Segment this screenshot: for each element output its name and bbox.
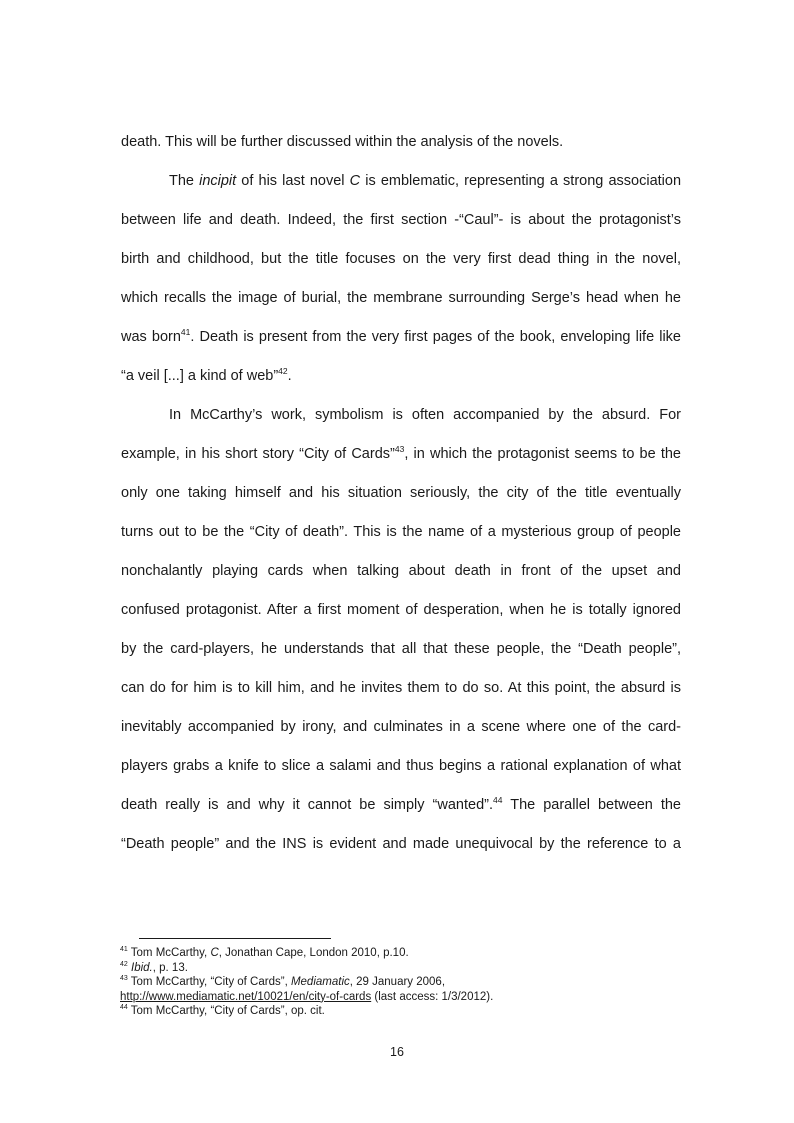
paragraph-line: confused protagonist. After a first moment of desperation, when he is totally ignored — [121, 602, 681, 618]
paragraph-line: only one taking himself and his situation seriously, the city of the title eventually — [121, 485, 681, 501]
paragraph-line: can do for him is to kill him, and he invites them to do so. At this point, the absurd is — [121, 680, 681, 696]
paragraph-line: between life and death. Indeed, the first section -“Caul”- is about the protagonist’s — [121, 212, 681, 228]
paragraph-line: birth and childhood, but the title focuses on the very first dead thing in the novel, — [121, 251, 681, 267]
paragraph-line: was born$^{41}$. Death is present from the very first pages of the book, enveloping life like — [121, 327, 681, 345]
footnote: $^{44}$ Tom McCarthy, “City of Cards”, op. cit. — [120, 1004, 325, 1018]
paragraph-line: example, in his short story “City of Cards”$^{43}$, in which the protagonist seems to be the — [121, 444, 681, 462]
paragraph-line: which recalls the image of burial, the membrane surrounding Serge’s head when he — [121, 290, 681, 306]
footnote-ref[interactable]: 41 — [180, 327, 191, 338]
paragraph-line: “a veil [...] a kind of web”$^{42}$. — [121, 366, 292, 384]
footnote-separator — [139, 938, 331, 939]
footnote-ref[interactable]: 44 — [493, 795, 503, 806]
paragraph-line: The incipit of his last novel C is emblematic, representing a strong association — [169, 173, 682, 189]
paragraph-line: In McCarthy’s work, symbolism is often accompanied by the absurd. For — [169, 407, 681, 423]
footnotes — [120, 946, 680, 1019]
paragraph-line: players grabs a knife to slice a salami and thus begins a rational explanation of what — [121, 758, 681, 774]
paragraph-line: death. This will be further discussed within the analysis of the novels. — [121, 134, 564, 150]
footnote-continuation: http://www.mediamatic.net/10021/en/city-of-cards (last access: 1/3/2012). — [120, 990, 494, 1003]
italic-term: C — [349, 173, 361, 189]
footnote: $^{41}$ Tom McCarthy, C, Jonathan Cape, London 2010, p.10. — [120, 946, 409, 959]
footnote: $^{43}$ Tom McCarthy, “City of Cards”, Mediamatic, 29 January 2006, — [120, 975, 446, 989]
paragraph-line: “Death people” and the INS is evident and made unequivocal by the reference to a — [121, 836, 681, 852]
body-text — [121, 130, 681, 871]
paragraph-line: turns out to be the “City of death”. This is the name of a mysterious group of people — [121, 524, 681, 540]
paragraph-line: inevitably accompanied by irony, and culminates in a scene where one of the card- — [121, 719, 681, 735]
page-number: 16 — [390, 1045, 404, 1059]
paragraph-line: nonchalantly playing cards when talking about death in front of the upset and — [121, 563, 681, 579]
footnote-ref[interactable]: 42 — [278, 366, 288, 377]
footnote: $^{42}$ Ibid., p. 13. — [120, 960, 188, 974]
footnote-ref[interactable]: 43 — [394, 444, 405, 455]
paragraph-line: death really is and why it cannot be simply “wanted”.$^{44}$ The parallel between the — [121, 795, 681, 813]
source-link[interactable]: http://www.mediamatic.net/10021/en/city-of-cards — [120, 990, 372, 1003]
italic-term: incipit — [199, 173, 237, 189]
paragraph-line: by the card-players, he understands that all that these people, the “Death people”, — [121, 641, 681, 657]
